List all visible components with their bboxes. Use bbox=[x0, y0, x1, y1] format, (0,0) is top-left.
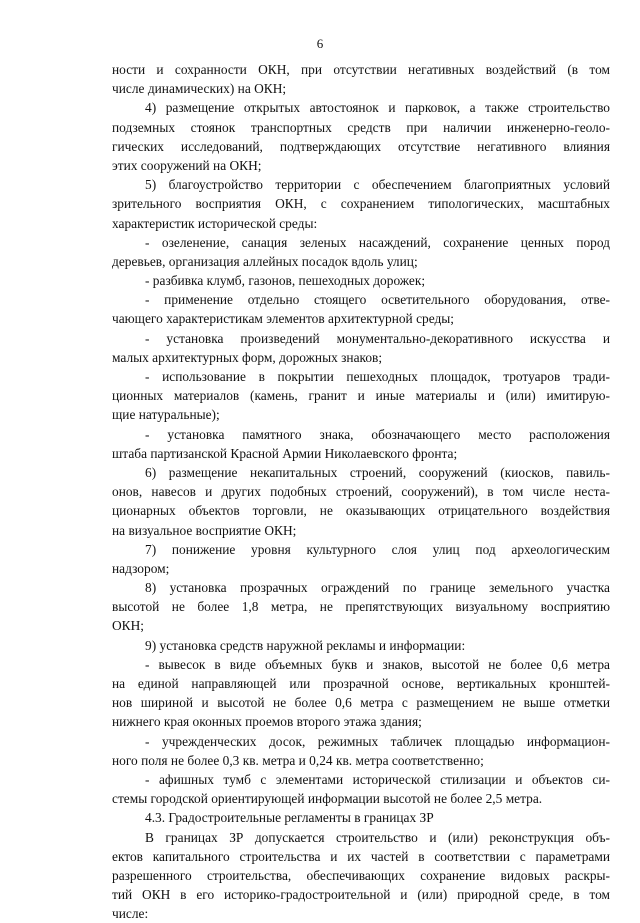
text-line: числе динамических) на ОКН; bbox=[112, 81, 287, 97]
text-line: разрешенного строительства, обеспечивающих сохранение видовых раскры- bbox=[112, 867, 610, 883]
text-line: - вывесок в виде объемных букв и знаков, высотой не более 0,6 метра bbox=[145, 656, 610, 672]
text-line: - учрежденческих досок, режимных табличек площадью информацион- bbox=[145, 733, 610, 749]
text-line: штаба партизанской Красной Армии Николаевского фронта; bbox=[112, 445, 458, 461]
text-line: - использование в покрытии пешеходных площадок, тротуаров тради- bbox=[145, 369, 610, 384]
text-line: ности и сохранности ОКН, при отсутствии негативных воздействий (в том bbox=[112, 62, 610, 77]
text-line: надзором; bbox=[112, 560, 170, 576]
text-line: В границах ЗР допускается строительство и (или) реконструкция объ- bbox=[145, 829, 610, 845]
text-line: деревьев, организация аллейных посадок вдоль улиц; bbox=[112, 253, 418, 269]
text-line: 8) установка прозрачных ограждений по границе земельного участка bbox=[145, 580, 610, 596]
body-text bbox=[112, 60, 610, 923]
text-line: ОКН; bbox=[112, 618, 144, 634]
text-line: щие натуральные); bbox=[112, 407, 220, 423]
text-line: числе: bbox=[112, 906, 149, 922]
text-line: 9) установка средств наружной рекламы и информации: bbox=[145, 637, 466, 653]
text-line: на визуальное восприятие ОКН; bbox=[112, 522, 297, 538]
text-line: ционных материалов (камень, гранит и иные материалы и (или) имитирую- bbox=[112, 388, 610, 404]
page-number: 6 bbox=[316, 36, 324, 51]
text-line: онов, навесов и других подобных строений, сооружений), в том числе неста- bbox=[112, 484, 610, 500]
text-line: 4) размещение открытых автостоянок и парковок, а также строительство bbox=[145, 100, 610, 116]
text-line: подземных стоянок транспортных средств при наличии инженерно-геоло- bbox=[112, 119, 610, 135]
text-line: характеристик исторической среды: bbox=[112, 215, 318, 231]
text-line: - установка памятного знака, обозначающего место расположения bbox=[145, 426, 610, 442]
text-line: зрительного восприятия ОКН, с сохранением типологических, масштабных bbox=[112, 196, 610, 212]
text-line: гических исследований, подтверждающих отсутствие негативного влияния bbox=[112, 138, 610, 154]
text-line: - применение отдельно стоящего осветительного оборудования, отве- bbox=[145, 292, 610, 308]
text-line: этих сооружений на ОКН; bbox=[112, 157, 262, 173]
text-line: стемы городской ориентирующей информации высотой не более 2,5 метра. bbox=[112, 791, 543, 807]
text-line: - разбивка клумб, газонов, пешеходных дорожек; bbox=[145, 273, 426, 289]
text-line: 7) понижение уровня культурного слоя улиц под археологическим bbox=[145, 541, 610, 557]
text-line: нижнего края оконных проемов второго этажа здания; bbox=[112, 714, 422, 730]
text-line: - установка произведений монументально-декоративного искусства и bbox=[145, 330, 610, 346]
text-line: 4.3. Градостроительные регламенты в границах ЗР bbox=[145, 810, 434, 826]
text-line: нов шириной и высотой не более 0,6 метра с размещением не выше отметки bbox=[112, 695, 610, 711]
text-line: тий ОКН в его историко-градостроительной и (или) природной среде, в том bbox=[112, 887, 610, 903]
text-line: высотой не более 1,8 метра, не препятствующих визуальному восприятию bbox=[112, 599, 610, 615]
text-line: 6) размещение некапитальных строений, сооружений (киосков, павиль- bbox=[145, 464, 610, 480]
text-line: ционарных объектов торговли, не оказывающих отрицательного воздействия bbox=[112, 503, 610, 519]
text-line: малых архитектурных форм, дорожных знаков; bbox=[112, 349, 383, 365]
text-line: - озеленение, санация зеленых насаждений, сохранение ценных пород bbox=[145, 234, 610, 250]
text-line: на единой направляющей или прозрачной основе, вертикальных кронштей- bbox=[112, 676, 610, 691]
text-line: чающего характеристикам элементов архитектурной среды; bbox=[112, 311, 455, 327]
text-line: ного поля не более 0,3 кв. метра и 0,24 кв. метра соответственно; bbox=[112, 752, 484, 768]
text-line: ектов капитального строительства и их частей в соответствии с параметрами bbox=[112, 848, 610, 864]
text-line: 5) благоустройство территории с обеспечением благоприятных условий bbox=[145, 177, 610, 193]
text-line: - афишных тумб с элементами исторической стилизации и объектов си- bbox=[145, 771, 610, 787]
